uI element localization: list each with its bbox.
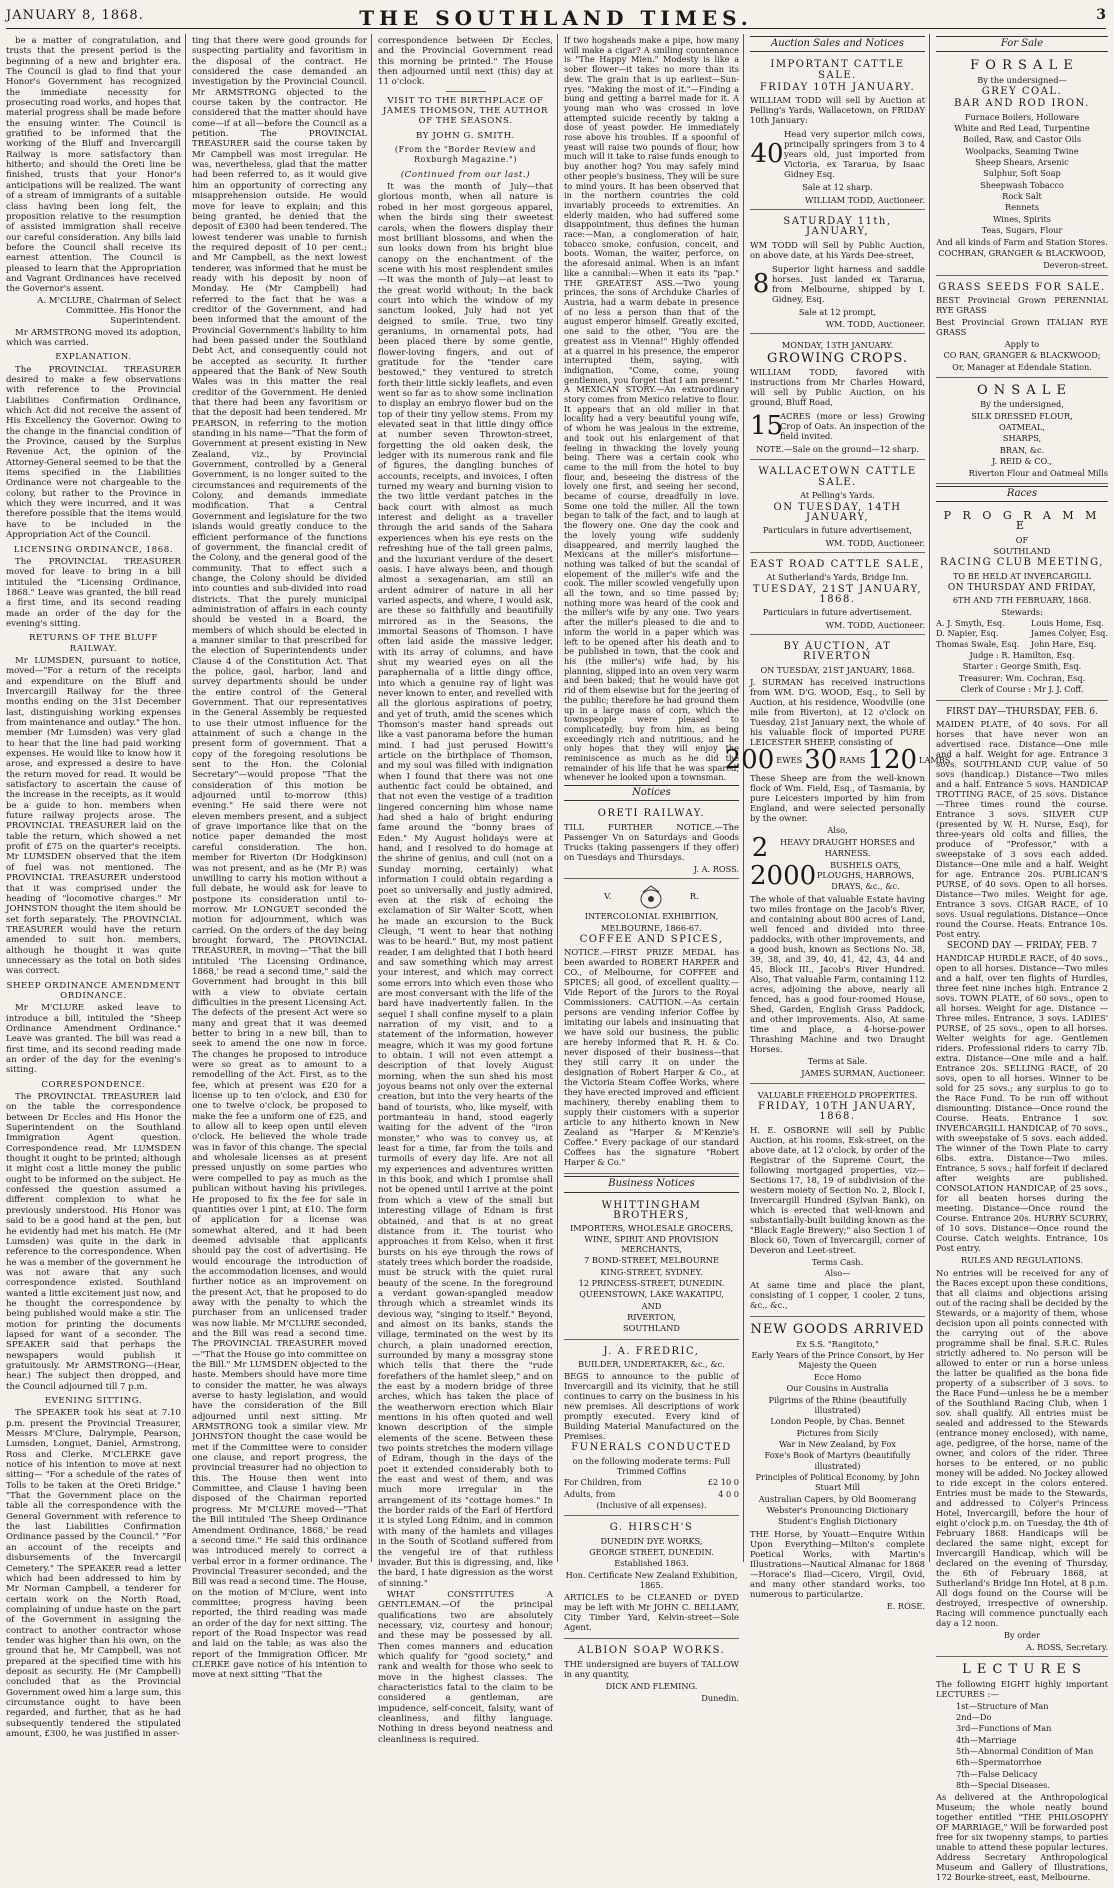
list-item: Wines, Spirits [993, 213, 1051, 224]
list-item: Sheepwash Tobacco [980, 179, 1064, 190]
ad-subtitle: By the undersigned— [977, 74, 1067, 85]
ad-title: GROWING CROPS. [767, 350, 908, 366]
lot-number: 30 [804, 744, 838, 775]
address-line: QUEENSTOWN, LAKE WAKATIPU, [579, 1289, 724, 1300]
ad-oreti-railway [564, 804, 739, 879]
list-item: Early Years of the Prince Consort, by Her Majesty the Queen [751, 1350, 924, 1371]
ad-note: Also, [827, 824, 848, 835]
article-text: If two hogsheads make a pipe, how many will make a cigar? A smiling countenance is "The Happy Mien." Modesty is like a sober flower—it takes no more than its dew. The grain that is up earliest—Sun-ryes. "Making the most of it."—Finding a bung and getting a barrel made for it. A young man who was crossed in love attempted suicide recently by taking a dose of yeast powder. He immediately rose above his troubles. If a spoonful of yeast will raise two pounds of flour, how much will it take to raise funds enough to buy another hog? You may safely mind other people's business, They will be sure to mind yours. It has been observed that in the northern countries the cold invariably proceeds to extremities. An elderly maiden, who had suffered some disappointment, thus defines the human race:—Man, a conglomeration of hair, tobacco smoke, confusion, conceit, and boots. Woman, the waiter, perforce, on the aforesaid animal. When is an infant like a cannibal:—When it eats its "pap." THE GREATEST ASS.—Two young princes, the sons of Archduke Charles of Austria, had a warm debate in presence of no less a person than that of the august emperor himself. Greatly excited, one said to the other, "You are the greatest ass in Vienna!" Highly offended at a quarrel in his presence, the emperor interrupted them, saying, with indignation, "Come, come, young gentlemen, you forget that I am present." A MEXICAN STORY.—An extraordinary story comes from Mexico relative to flour. It appears that an old miller in that locality had a very beautiful young wife, of whom he was jealous in the extreme, and took out his enlargement of that feeling in thwacking the lovely young being. There was a certain cook who came to the mill from the hotel to buy flour, and, beseeing the distress of the lovely one first, and seeing her second, became of course, dreadfully in love. Some one told the miller. All the town began to talk of the fact, and to laugh at the flowery one. One day the cook and the lovely young wife suddenly disappeared, and merrily laughed the Mexicans at the miller's misfortune—nothing was talked of but the scandal of elopement of the miller's wife and the cook. The miller scowled vengefully upon all the town, and so time passed by; nothing more was heard of the cook and the miller's wife by any one. Two years after the miller's pleased to die and to inform the world in a paper which was left to be opened after his death and to be published in town, that the cook and his (the miller's) wife had, by his planning, slipped into an oven very warm and been baked; that he would have got rid of them elsewise but for the jeering of the public; therefore he had ground them up in a large mass of corn, which the townspeople were pleased to complicatedly, buy from him, as being exceedingly rich and nutritious, and he only hopes that they will enjoy the reminiscence as much as he did the remainder of his life that he was spared, whenever he looked upon a townsman. [564, 35, 739, 783]
ad-subtitle: IMPORTERS, WHOLESALE GROCERS, WINE, SPIRIT AND PROVISION MERCHANTS, [570, 1223, 733, 1254]
list-item: Sulphur, Soft Soap [983, 168, 1061, 179]
crest-letter: V. [604, 892, 612, 902]
ad-title: FUNERALS CONDUCTED [571, 1442, 732, 1454]
rules-title: RULES AND REGULATIONS. [961, 1255, 1083, 1266]
price-value: £2 10 0 [707, 1477, 739, 1488]
ad-signature: WILLIAM TODD, Auctioneer. [804, 194, 925, 205]
ad-body: H. E. OSBORNE will sell by Public Auction, at his rooms, Esk-street, on the above date, at 12 o'clock, by order of the Registrar of the Supreme Court, the following mortgaged properties, viz— Sections 17, 18, 19 of subdivision of the western moiety of Section No. 2, Block I, Invercargill Hundred (Sylvan Bank), on which is erected that well-known and substantially-built building known as the "Black Eagle Brewery;" also Section 1 of Block 60, Town of Invercargill, corner of Deveron and Leet-street. [750, 1124, 925, 1255]
ad-body: Particulars in future advertisement. [763, 607, 912, 618]
ad-subtitle: By the undersigned, [980, 399, 1064, 410]
list-item: 6th—Spermatorrhoe [956, 1757, 1042, 1768]
lot-description: ACRES (more or less) Growing Crop of Oats. An inspection of the field invited. [780, 411, 925, 442]
address-line: SOUTHLAND [623, 1323, 680, 1334]
ad-body: As delivered at the Anthropological Museum; the whole neatly bound together entitled "THE PHILOSOPHY OF MARRIAGE," Will be forwarded post free for six twopenny stamps, to parties unable to attend these popular lectures. Address Secretary Anthropological Museum and Gallery of Illustrations, 172 Bourke-street, east, Melbourne. [936, 1792, 1108, 1883]
ad-note: Terms at Sale. [807, 1056, 868, 1067]
ad-title: BY AUCTION, AT RIVERTON [783, 640, 892, 663]
list-item: Teas, Sugars, Flour [981, 225, 1063, 236]
ad-signature: WM. TODD, Auctioneer. [825, 537, 925, 548]
ad-title: IMPORTANT CATTLE SALE. [770, 59, 905, 81]
ad-body: These Sheep are from the well-known flock of Wm. Field, Esq., of Tasmania, by pure Leicesters imported by him from England, and were selected personally by the owner. [750, 772, 925, 823]
ad-racing-programme [936, 505, 1108, 701]
official-line: Treasurer: Wm. Cochran, Esq. [958, 672, 1086, 683]
ad-body: NOTICE.—FIRST PRIZE MEDAL has been awarded to ROBERT HARPER and CO., of Melbourne, for COFFEE and SPICES; all good, of excellent quality.—Vide Report of the Jurors to the Royal Commissioners. CAUTION.—As certain persons are vending inferior Coffee by imitating our labels and insinuating that we have sold our business, the public are hereby informed that R. H. & Co. never disposed of their business—that they still carry it on under the designation of Robert Harper & Co., at the Victoria Steam Coffee Works, where they have erected improved and efficient machinery, thereby enabling them to supply their customers with a superior article to any hitherto known in New Zealand as "Harper & M'Kenzie's Coffee." Every package of our standard Coffees has the signature "Robert Harper & Co." [564, 947, 739, 1168]
list-item: Furnace Boilers, Holloware [964, 111, 1080, 122]
list-item: 1st—Structure of Man [956, 1700, 1049, 1711]
ad-note: Also— [824, 1268, 851, 1279]
ad-body: BEST Provincial Grown PERENNIAL RYE GRASS [936, 294, 1108, 315]
article-headline: VISIT TO THE BIRTHPLACE OF JAMES THOMSON, THE AUTHOR OF THE SEASONS. [382, 95, 549, 127]
ad-note: Apply to [1004, 338, 1040, 349]
ad-subtitle: SOUTHLAND [993, 546, 1051, 557]
race-day-body: MAIDEN PLATE, of 40 sovs. For all horses that have never won an advertised race. Distance—One mile and a half. Weight for age. Entrance 3 sovs. SOUTHLAND CUP, value of 50 sovs (handicap.) Distance—Two miles and a half. Entrance 5 sovs. HANDICAP TROTTING RACE, of 25 sovs. Distance—Three times round the course. Entrance 3 sovs. SILVER CUP (presented by W. H. Nurse, Esq), for three-years old colts and fillies, the produce of "Professor," with a sweepstake of 3 sovs each added. Distance—One mile and a half. Weight for age. Entrance 20s. PUBLICAN'S PURSE, of 40 sovs. Open to all horses. Distance—Two miles. Weight for age. Entrance 3 sovs. CIGAR RACE, of 10 sovs. Usual regulations. Distance—Once round the Course. Heats. Entrance 10s. Post entry. [936, 718, 1108, 939]
address-line: KING-STREET, SYDNEY. [600, 1266, 703, 1277]
royal-crest-icon [631, 884, 671, 910]
list-item: Foxe's Book of Martyrs (beautifully illustrated) [764, 1450, 911, 1471]
ad-title: P R O G R A M M E [943, 509, 1101, 533]
article-text: WHAT CONSTITUTES A GENTLEMAN.—Of the principal qualifications two are absolutely necessary, viz, courtesy and honour; and these may be possessed by all. Then comes manners and education which qualify for "good society," and rank and wealth for those who seek to move in the highest classes. The characteristics fatal to the claim to be considered a gentleman, are impudence, self-conceit, falsity, want of cleanliness, and filthy language. Nothing in dress beyond neatness and cleanliness is required. [378, 1589, 553, 1745]
ad-subtitle: At Pelling's Yards. [800, 490, 875, 501]
column-rule [929, 34, 930, 1562]
ad-body: J. SURMAN has received instructions from WM. D'G. WOOD, Esq., to Sell by Auction, at his residence, Woodville (one mile from Riverton), at 12 o'clock on Tuesday, 21st January next, the whole of his valuable flock of imported PURE LEICESTER SHEEP, consisting of [750, 676, 925, 747]
ad-signature: J. REID & CO., [992, 455, 1052, 466]
ad-date: FRIDAY 10TH JANUARY. [759, 82, 916, 94]
ad-title: J. A. FREDRIC, [603, 1345, 700, 1357]
lot-label: EWES [776, 754, 803, 765]
list-item: 5th—Abnormal Condition of Man [956, 1745, 1094, 1756]
article-text: ting that there were good grounds for suspecting partiality and favoritism in the disposal of the contract. He considered the case demanded an investigation by the Provincial Council. Mr ARMSTRONG objected to the course taken by the contractor. He considered that the matter should have come—if at all—before the Council as a petition. The PROVINCIAL TREASURER said the course taken by Mr Campbell was most irregular. He was, nevertheless, glad that the matter had been referred to, as it would give him an opportunity of correcting any misapprehension outside. He would move for leave to explain; and this being granted, he denied that the deposit of £300 had been tendered. The lowest tenderer was unable to furnish the required deposit of 10 per cent.; and Mr Campbell, as the next lowest tenderer, was informed that he must be ready with his deposit by noon of Monday. He (Mr Campbell) had referred to the fact that he was a creditor of the Government, and had been informed that the amount of the Provincial Government's liability to him had been passed under the Southland Debt Act, and consequently could not be accepted as security. It further appeared that the Bank of New South Wales was in this matter the real creditor of the Government. He denied that there had been any favoritism or that the deposit had been tendered. Mr PEARSON, in referring to the motion standing in his name—"That the form of Government at present existing in New Zealand, viz., by Provincial Government, controlled by a General Government, is no longer suited to the circumstances and requirements of the Colony, and demands immediate modification. That a Central Government and legislature for the two islands would greatly conduce to the efficient performance of the functions of government, the financial credit of the Colony, and the general good of the community. That to effect such a change, the Colony should be divided into counties and sub-divided into road districts. That the purely municipal administration of affairs in each county should be vested in a Board, the members of which should be elected in a manner similar to that prescribed for the election of Superintendents under Clause 4 of the Constitution Act. That the police, gaol, harbor, land and survey departments should be under the entire control of the General Government. That our representatives in the General Assembly be requested to use their utmost influence for the attainment of such a change in the present form of government. That a copy of the foregoing resolutions be sent to the Hon. the Colonial Secretary"—would propose "That the consideration of this motion be adjourned until to-morrow (this) evening." He said there were not eleven members present, and a subject of grave importance like that on the notice paper demanded the most careful consideration. The hon. member for Riverton (Dr Hodgkinson) was not present, and as he (Mr P.) was unwilling to carry his motion without a full debate, he would ask for leave to postpone its consideration until to-morrow. Mr LONGUET seconded the motion for adjournment, which was carried. On the orders of the day being brought forward, The PROVINCIAL TREASURER, in moving—"That the bill intituled 'The Licensing Ordinance, 1868,' be read a second time," said the Government had brought in this bill with a view to obviate certain difficulties in the present Licensing Act. The defects of the present Act were so many and great that it was deemed better to bring in a new bill, than to seek to amend the one now in force. The changes he proposed to introduce were so great as to amount to a remodelling of the Act. First, as to the fee, which at present was £20 for a license up to ten o'clock, and £30 for one to twelve o'clock, be proposed to make the fee a uniform one of £25, and to allow all to keep open until eleven o'clock. He believed the whole trade was in favor of this change. The special and wholesale licenses as at present pressed unjustly on some parties who were compelled to pay as much as the publican without having his privileges. He proposed to fix the fee for sale in quantities over 1 pint, at £10. The form of application for a license was somewhat altered, and it had been deemed advisable that applicants should pay the cost of advertising. He would encourage the introduction of the accommodation licenses, and would further notice as an improvement on the present Act, that he proposed to do away with the penalty to which the purchaser from an unlicensed trader was now liable. Mr M'CLURE seconded, and the Bill was read a second time. The PROVINCIAL TREASURER moved—"That the House go into committee on the Bill." Mr LUMSDEN objected to the haste. Members should have more time to consider the matter, he was always averse to hasty legislation, and would have the consideration of the Bill adjourned until next sitting. Mr ARMSTRONG took a similar view. Mr JOHNSTON thought the case would be met if the Committee were to consider one clause, and report progress, the provincial treasurer had no objection to this. The House then went into Committee, and Clause 1 having been disposed of the Chairman reported progress. Mr M'CLURE moved—"That the Bill intituled 'The Sheep Ordinance Amendment Ordinance, 1868,' be read a second time." He said this ordinance was introduced merely to correct a verbal error in a former ordinance. The Provincial Treasurer seconded, and the Bill was read a second time. The House, on the motion of M'Clure, went into committee; progress having been reported, the third reading was made an order of the day for next sitting. The report of the Road Inspector was read and laid on the table; as was also the report of the Immigration Officer. Mr CLERKE gave notice of his intention to move at next sitting "That the [192, 36, 368, 1681]
lot-label: RAMS [839, 754, 866, 765]
ad-coffee-spices [564, 881, 739, 1174]
lot-number: 2 [751, 832, 769, 863]
ad-title: COFFEE AND SPICES, [579, 933, 724, 945]
list-item: Australian Capers, by Old Boomerang [758, 1493, 917, 1504]
race-day-title: SECOND DAY — FRIDAY, FEB. 7 [946, 940, 1098, 951]
ad-new-goods [750, 1319, 925, 1615]
sale-time: Sale at 12 sharp. [802, 182, 873, 193]
list-item: Principles of Political Economy, by John Stuart Mill [755, 1471, 920, 1493]
ad-flour-sale [936, 380, 1108, 484]
ad-body: The whole of that valuable Estate having two miles frontage on the Jacob's River, and containing about 800 acres of Land, well fenced and divided into three paddocks, with other improvements, and a good bush, known as Sections No. 38, 39, 38, and 39, 40, 41, 42, 43, 44 and 45, Block III., Jacob's River Hundred. Also, That valuable Farm, containing 112 acres, adjoining the above, nearly all fenced, has a good four-roomed House, Shed, Garden, English Grass Paddock, and other improvements. Also, At same time and place, a 4-horse-power Thrashing Machine and two Draught Horses. [750, 894, 925, 1055]
ad-signature: E. ROSE. [886, 1600, 925, 1611]
official-line: Judge : R. Hamilton, Esq. [969, 650, 1075, 661]
section-header-for-sale: For Sale [936, 36, 1108, 52]
ad-east-road-sale [750, 555, 925, 635]
ad-note: Terms Cash. [811, 1256, 864, 1267]
ad-title: GRASS SEEDS FOR SALE. [938, 281, 1106, 293]
lot-number: 40 [750, 139, 784, 170]
signature: A. M'CLURE, Chairman of Select Committee. His Honor the Superintendent. [37, 295, 181, 327]
ad-date: TUESDAY, 21ST JANUARY, 1868. [752, 583, 923, 605]
price-value: 4 0 0 [718, 1488, 739, 1499]
ad-title: L E C T U R E S [962, 1662, 1082, 1678]
list-item: Pilgrims of the Rhine (beautifully illustrated) [768, 1394, 907, 1415]
ad-subtitle: on the following moderate terms: Full Trimmed Coffins [572, 1455, 731, 1477]
ad-heading: Stewards: [1001, 606, 1043, 617]
lot-number: 120 [867, 744, 918, 775]
ad-subtitle: BUILDER, UNDERTAKER, &c., &c. [578, 1359, 725, 1370]
lot-number: 8 [752, 268, 770, 299]
column-4 [564, 35, 739, 1704]
ad-title: WALLACETOWN CATTLE SALE. [758, 466, 917, 488]
ad-signature: DICK AND FLEMING. [605, 1680, 698, 1691]
article-text: Mr LUMSDEN, pursuant to notice, moved—"For a return of the receipts and expenditure on the Bluff and Invercargill Railway for the three months ending on the 31st December last, distinguishing working expenses from maintenance and outlay." The hon. member (Mr Lumsden) was very glad to hear that the line had paid working expenses. He would like to know how it arose, and expressed a desire to have the return moved for read. It would be satisfactory to ascertain the cause of the increase in the receipts, as it would be a guide to hon. members when future railway projects arose. The PROVINCIAL TREASURER laid on the table the return, which showed a net profit of £75 on the quarter's receipts. Mr LUMSDEN observed that the item of fuel was not mentioned. The PROVINCIAL TREASURER understood that it was comprised under the heading of "locomotive charges." Mr JOHNSTON thought the item should be set forth separately. The PROVINCIAL TREASURER would have the return amended to suit hon. members, although he thought it was quite unnecessary as the total on both sides was correct. [6, 655, 181, 977]
ad-horse-sale [750, 212, 925, 334]
ad-growing-crops [750, 336, 925, 460]
list-item: OATMEAL, [999, 421, 1045, 432]
ad-title: G. HIRSCH'S [609, 1522, 694, 1534]
price-label: For Children, from [564, 1477, 642, 1488]
ad-note: Hon. Certificate New Zealand Exhibition, 1865. [565, 1569, 738, 1591]
list-item: Webster's Pronouncing Dictionary [766, 1504, 909, 1515]
article-text: The PROVINCIAL TREASURER moved for leave to bring in a bill intituled the "Licensing Ordinance, 1868." Leave was granted, the bill read a first time, and its second reading made an order of the day for the evening's sitting. [6, 556, 181, 629]
ad-body: Particulars in future advertisement, [763, 525, 912, 536]
ad-title: ORETI RAILWAY. [597, 808, 706, 820]
ad-title: ALBION SOAP WORKS. [577, 1645, 726, 1657]
article-text: It was the month of July—that glorious month, when all nature is robed in her most gorgeous apparel, when the birds sing their sweetest carols, when the flowers display their most brilliant blossoms, and when the sun looks down from his bright blue canopy on the enchantment of the scene with his most resplendent smiles—It was the month of July—at least to the great world without; In the back court into which the window of my sanctum looked, July had not yet deigned to smile. True, two tiny geraniums, in ornamental pots, had been placed there by some gentle, flower-loving fingers, and out of gratitude for the "tender care bestowed," they ventured to stretch forth their little sickly leaflets, and even went so far as to show some inclination to display an embryo flower bud on the top of their tiny yellow stems. From my elevated seat in that little dingy office at number seven Throwton-street, forgetting the old oaken desk, the ledger with its numerous rank and file of figures, the dangling bunches of accounts, receipts, and invoices, I often turned my weary and burning vision to the two little verdant patches in the back court with almost as much interest and delight as a traveller through the arid sands of the Sahara experiences when his eye rests on the refreshing hue of the tall green palms, and the luxuriant verdure of the desert oasis. I have always been, and though almost a sexagenarian, am still an ardent admirer of nature in all her varied aspects, and where, I would ask, are these so faithfully and beautifully mirrored as in the Seasons, the immortal Seasons of Thomson. I have often laid aside the massive ledger, with its array of columns, and have shut my wearied eyes on all the paraphernalia of a little dingy office, into which a genuine ray of light was never known to enter, and revelled with all the glorious aspirations of poetry, and yet of truth, amid the scenes which Thomson's master hand spreads out like a vast panorama before the human mind. I had just perused Howitt's article on the birthplace of Thomson, and my soul was filled with indignation when I found that there was not one authentic fact could be obtained, and that not even the vestige of a tradition lingered concerning him whose name had shed a halo of bright enduring fame around the "bonny braes of Eden." My August holidays were at hand, and I resolved to do homage at the shrine of genius, and cull (not on a Sunday morning, certainly) what information I could obtain regarding a poet so universally and justly admired, even at the risk of echoing the exclamation of Sir Walter Scott, when he made an excursion to the Buck Cleugh, "I went to hear that nothing was to be heard." But, my most patient reader, I am delighted that I both heard and saw something which may arrest your interest, and which may correct some errors into which even those who are most conversant with the life of the bard have inadvertently fallen. In the sequel I shall confine myself to a plain narration of my visit, and to a statement of the information, however meagre, which it was my good fortune to obtain. I will not even attempt a description of that lovely August morning, when the sun shed his most joyous beams not only over the external creation, but into the very hearts of the band of tourists, who, like myself, with portmanteau in hand, stood eagerly waiting for the advent of the "iron monster," who was to convey us, at least for a time, far from the toils and turmoils of every day life. Are not all my experiences and adventures written in this book, and which I promise shall not be opened until I arrive at the point from which a view of the small but interesting village of Ednam is first obtained, and that is at no great distance from it. The tourist who approaches it from Kelso, when it first bursts on his eye through the rows of stately trees which border the roadside, must be struck with the quiet rural beauty of the scene. In the foreground a verdant gowan-spangled meadow through which a streamlet winds its devious way, "singing to itself." Beyond, and almost on its banks, stands the village, terminated on the west by its church, a plain unadorned erection, surrounded by many a mossgray stone which tells that there the "rude forefathers of the hamlet sleep," and on the east by a modern bridge of three arches, which has taken the place of the weatherworn erection which Blair mentions in his often quoted and well known description of the simple elements of the scene. Between these two points stretches the modern village of Edram, though in the days of the poet it extended considerably both to the east and west of them, and was much more irregular in the arrangement of its "cottage homes." In the border raids of the Earl of Hertford it is styled Long Ednim, and in common with many of the hamlets and villages in the South of Scotland suffered from the vengeful ire of that ruthless invader. But this is digressing, and, like the bard, I hate digression as the worst of sinning." [378, 182, 553, 1589]
steward-name: John Hare, Esq. [1030, 638, 1097, 649]
ad-body: WILLIAM TODD will sell by Auction at Pelling's Yards, Wallacetown, on FRIDAY 10th January: [750, 95, 925, 126]
column-rule [371, 34, 372, 1562]
ad-lectures [936, 1659, 1108, 1888]
ad-signature: JAMES SURMAN, Auctioneer. [801, 1068, 925, 1079]
ad-date: ON TUESDAY, 14TH JANUARY, [773, 501, 902, 523]
list-item: London People, by Chas. Bennet [770, 1416, 905, 1427]
ad-title: INTERCOLONIAL EXHIBITION, [584, 911, 719, 922]
lot-description: Head very superior milch cows, principally springers from 3 to 4 years old, just imported from Victoria, ex Tararua, by Isaac Gidney Esq. [784, 129, 925, 180]
address-line: 7 BOND-STREET, MELBOURNE [584, 1255, 719, 1266]
ad-riverton-auction [724, 637, 951, 1084]
crest-letter: R. [689, 892, 699, 902]
column-rule [557, 34, 558, 1562]
article-text: correspondence between Dr Eccles, and the Provincial Government read this morning be printed." The House then adjourned until next (this) day at 11 o'clock. [378, 36, 553, 88]
list-item: Ecce Homo [813, 1371, 862, 1382]
ad-race-days [936, 703, 1108, 1658]
list-item: 3rd—Functions of Man [956, 1723, 1052, 1734]
ad-place: Riverton Flour and Oatmeal Mills [968, 468, 1108, 479]
section-heading: CORRESPONDENCE. [41, 1079, 146, 1090]
ad-note: Established 1863. [614, 1558, 689, 1569]
list-item: SILK DRESSED FLOUR, [971, 410, 1073, 421]
steward-name: James Colyer, Esq. [1030, 628, 1108, 639]
ad-date: ON TUESDAY, 21ST JANUARY, 1868. [760, 664, 915, 675]
article-text: Mr M'CLURE asked leave to introduce a bill, intituled the "Sheep Ordinance Amendment Ordinance." Leave was granted. The bill was read a first time, and its second reading made an order of the day for the evening's sitting. [6, 1003, 181, 1076]
ad-date: ON THURSDAY AND FRIDAY, [947, 583, 1097, 594]
section-heading: EXPLANATION. [55, 352, 132, 363]
page-number: 3 [1096, 7, 1106, 23]
sale-time: Sale at 12 prompt, [798, 306, 877, 317]
ad-note: By order [1003, 1629, 1041, 1640]
ad-note: NOTE.—Sale on the ground—12 sharp. [756, 444, 919, 455]
ad-subtitle: Ex S.S. "Rangitoto," [796, 1338, 879, 1349]
ad-title: EAST ROAD CATTLE SALE, [750, 558, 925, 570]
list-item: Woolpacks, Seaming Twine [965, 145, 1079, 156]
steward-name: Thomas Swale, Esq. [936, 638, 1020, 649]
ad-heading: BAR AND ROD IRON. [954, 98, 1090, 110]
ad-subtitle: OF [1015, 534, 1029, 545]
list-item: Pictures from Sicily [796, 1427, 879, 1438]
steward-name: A. J. Smyth, Esq. [936, 618, 1005, 629]
ad-body: WM TODD will Sell by Public Auction, on above date, at his Yards Dee-street, [750, 239, 925, 260]
section-header-business: Business Notices [564, 1176, 739, 1192]
column-2 [192, 36, 368, 1681]
section-header-notices: Notices [564, 785, 739, 801]
ad-title: O N S A L E [976, 382, 1068, 398]
source-line: (From the "Border Review and Roxburgh Magazine.") [394, 145, 537, 165]
ad-body: THE undersigned are buyers of TALLOW in any quantity, [564, 1658, 739, 1679]
list-item: War in New Zealand, by Fox [778, 1438, 897, 1449]
ad-body: TILL FURTHER NOTICE.—The Passenger Vn on Saturdays and Goods Trucks (taking passengers if they offer) on Tuesdays and Thursdays. [564, 821, 739, 862]
continued-line: (Continued from our last.) [400, 169, 531, 180]
lot-number: 200 [724, 744, 775, 775]
ad-grass-seeds [936, 278, 1108, 378]
ad-note: Or, Manager at Edendale Station. [952, 361, 1092, 372]
official-line: Starter : George Smith, Esq. [962, 661, 1082, 672]
list-item: Rennets [1005, 202, 1039, 213]
ad-body: Best Provincial Grown ITALIAN RYE GRASS [936, 316, 1108, 337]
list-item: And all kinds of Farm and Station Stores. [936, 236, 1108, 247]
ad-title: VALUABLE FREEHOLD PROPERTIES. [757, 1089, 918, 1100]
ad-note: (Inclusive of all expenses). [596, 1500, 707, 1511]
address-line: RIVERTON, [627, 1311, 676, 1322]
article-text: The PROVINCIAL TREASURER laid on the table the correspondence between Dr Eccles and His Honor the Superintendent on the Southland Immigration Agent question. Correspondence read. Mr LUMSDEN thought it ought to be printed; although it might cost a little money the public ought to be informed on the subject. He confessed the question assumed a different complexion to what he previously understood. His Honor was said to be a good hand at the pen, but he evidently had met his match. He (Mr Lumsden) was quite in the dark in reference to the correspondence. When he was a member of the government he was not aware that any such correspondence existed. Southland wanted a little excitement just now, and he thought the correspondence by being published would make a stir. The motion for printing the documents lapsed for want of a seconder. The SPEAKER said that perhaps the newspapers would publish it gratuitously. Mr ARMSTRONG—(Hear, hear.) The subject then dropped, and the Council adjourned till 7 p.m. [6, 1092, 181, 1392]
ad-whittingham [564, 1196, 739, 1340]
lot-label: LAMBS [919, 754, 951, 765]
lot-description: Superior light harness and saddle horses. Just landed ex Tararua, from Melbourne, shipped by I. Gidney, Esq. [772, 263, 925, 304]
ad-subtitle: At Sutherland's Yards, Bridge Inn. [766, 572, 909, 583]
ad-albion-soap [564, 1641, 739, 1707]
price-label: Adults, from [564, 1488, 616, 1499]
steward-name: Louis Home, Esq. [1030, 618, 1104, 629]
ad-body: THE Horse, by Youatt—Enquire Within Upon Everything—Milton's complete Poetical Works, with Martin's Illustrations—Nautical Almanac for 1868—Horace's Iliad—Cicero, Virgil, Ovid, and many other standard works, too numerous to particularize. [750, 1528, 925, 1599]
ad-body: The following EIGHT highly important LECTURES :— [936, 1678, 1108, 1699]
section-heading: EVENING SITTING. [44, 1396, 143, 1406]
rules-body: No entries will be received for any of the Races except upon these conditions, that all claims and objections arising out of the racing shall be decided by the Stewards, or a majority of them, whose decision upon all points connected with the carrying out of the above programme shall be final. S.R.C. Rules strictly adhered to. No person will be allowed to enter or run a horse unless the latter be qualified as the bona fide property of a subscriber of 3 sovs. to the Race Fund—unless he be a member of the Southland Racing Club, when 1 sov. shall qualify. All entries must be sealed and addressed to the Stewards (entrance money enclosed), with name, age, pedigree, of the horse, name of the owner, and colors of the rider. Three horses to be entered, or no public money will be added. No Jockey allowed to ride except in the colors entered. Entries must be made to the Stewards, and addressed to Colyer's Princess Hotel, Invercargill, before the hour of eight o'clock p.m. on Tuesday, the 4th of February 1868. Handicaps will be declared the same night, except for Invercargill Handicap, which will be declared on the evening of Thursday, the 6th of February 1868, at Sutherland's Bridge Inn Hotel, at 8 p.m. All dogs found on the Course will be destroyed, irrespective of ownership. Racing will commence punctually each day a 12 noon. [936, 1267, 1108, 1628]
ad-body: WILLIAM TODD, favored with instructions from Mr Charles Howard, will sell by Public Auction, on his ground, Bluff Road, [750, 367, 925, 408]
byline: BY JOHN G. SMITH. [415, 130, 516, 141]
list-item: 2nd—Do [956, 1711, 992, 1722]
lot-number: 2000 [750, 860, 817, 891]
column-1 [6, 36, 181, 1739]
ad-signature: COCHRAN, GRANGER & BLACKWOOD, [938, 247, 1106, 258]
ad-wallacetown-sale [750, 462, 925, 552]
list-item: Our Cousins in Australia [786, 1383, 889, 1394]
column-rule [185, 34, 186, 1562]
article-text: Mr ARMSTRONG moved its adoption, which was carried. [6, 327, 181, 348]
ad-subtitle: DUNEDIN DYE WORKS, [600, 1535, 703, 1546]
section-heading: LICENSING ORDINANCE, 1868. [13, 544, 174, 555]
ad-title: F O R S A L E [970, 58, 1074, 74]
article-text: The PROVINCIAL TREASURER desired to make a few observations with reference to the Provincial Liabilities Confirmation Ordinance, which Act did not receive the assent of His Excellency the Governor. Owing to the change in the financial condition of the Province, caused by the Surplus Revenue Act, the opinion of the Attorney-General seemed to be that the items specified in the Liabilities Ordinance were not chargeable to the colony, but rather to the Province in which they were incurred, and it was therefore possible that the items would have to be included in the Appropriation Act of the Council. [6, 364, 181, 541]
ad-fredric [564, 1342, 739, 1517]
list-item: 7th—False Delicacy [956, 1768, 1038, 1779]
official-line: Clerk of Course : Mr J. J. Coff. [960, 684, 1084, 695]
section-header-races: Races [936, 486, 1108, 502]
ad-note: TO BE HELD AT INVERCARGILL [952, 570, 1092, 581]
address-line: GEORGE STREET, DUNEDIN. [589, 1547, 714, 1558]
ad-body: At same time and place the plant, consisting of 1 copper, 1 cooler, 2 tuns, &c., &c., [750, 1280, 925, 1311]
list-item: BRAN, &c. [999, 444, 1045, 455]
address-line: 12 PRINCESS-STREET, DUNEDIN. [578, 1277, 725, 1288]
lot-number: 15 [750, 411, 784, 442]
ad-heading: GREY COAL. [981, 86, 1063, 98]
list-item: 4th—Marriage [956, 1734, 1017, 1745]
ad-place: Deveron-street. [1043, 260, 1108, 271]
ad-signature: A. ROSS, Secretary. [1025, 1641, 1108, 1652]
column-6 [936, 36, 1108, 1883]
ad-date: 6TH AND 7TH FEBRUARY, 1868. [952, 595, 1092, 606]
steward-name: D. Napier, Esq. [936, 628, 999, 639]
ad-body: BEGS to announce to the public of Invercargill and its vicinity, that he still continues to carry on the business in his new premises. All descriptions of work promptly executed. Every kind of Building Material Manufactured on the Premises. [564, 1371, 739, 1442]
ad-date: FRIDAY, 10TH JANUARY, 1868. [758, 1101, 917, 1123]
issue-date: JANUARY 8, 1868. [6, 8, 144, 23]
ad-signature: J. A. ROSS. [693, 863, 739, 874]
ad-title: NEW GOODS ARRIVED [750, 1322, 925, 1338]
ad-place: Dunedin. [701, 1693, 739, 1704]
ad-body: ARTICLES to be CLEANED or DYED may be left with Mr JOHN C. BELLAMY, City Timber Yard, Kelvin-street—Sole Agent. [564, 1592, 739, 1633]
lot-description: HEAVY DRAUGHT HORSES and HARNESS. [779, 837, 916, 858]
section-heading: SHEEP ORDINANCE AMENDMENT ORDINANCE. [6, 980, 181, 1001]
masthead [6, 6, 1106, 29]
list-item: White and Red Lead, Turpentine [954, 123, 1090, 134]
ad-signature: WM. TODD, Auctioneer. [825, 319, 925, 330]
ad-grey-coal [936, 55, 1108, 275]
ad-heading: RACING CLUB MEETING, [940, 557, 1104, 569]
newspaper-title: THE SOUTHLAND TIMES. [359, 6, 753, 30]
ad-title: SATURDAY 11th, JANUARY, [783, 216, 892, 238]
ad-dye-works [564, 1518, 739, 1639]
section-header-auctions: Auction Sales and Notices [750, 36, 925, 52]
list-item: Rock Salt [1002, 191, 1042, 202]
article-text: The SPEAKER took his seat at 7.10 p.m. present the Provincial Treasurer, Messrs M'Clure, Dalrymple, Pearson, Lumsden, Longuet, Daniel, Armstrong, Ross and Clerke. M'CLERKE gave notice of his intention to move at next sitting— "For a schedule of the rates of Tolls to be taken at the Oreti Bridge." "That the Government place on the table all the correspondence with the General Government with reference to the last Liabilities Confirmation Ordinance passed by the Council." "For an account of the receipts and disbursements of the Invercargil Cemetery." The SPEAKER read a letter which had been addressed to him by Mr Norman Campbell, a tenderer for certain work on the North Road, complaining of undue haste on the part of the Government in assigning the contract to another contractor whose tender was higher than his own, on the ground that he, Mr Campbell, was not prepared at the specified time with his deposit as security. He (Mr Campbell) concluded that as the Provincial Government owed him a large sum, this circumstance ought to have been regarded, and further, that as he had subsequently tendered the stipulated amount, £300, he was justified in asser- [6, 1408, 181, 1739]
list-item: Boiled, Raw, and Castor Oils [962, 134, 1082, 145]
ad-signature: CO RAN, GRANGER & BLACKWOOD; [943, 350, 1101, 361]
list-item: SHARPS, [1002, 433, 1042, 444]
list-item: 8th—Special Diseases. [956, 1779, 1050, 1790]
ad-signature: WM. TODD, Auctioneer. [825, 619, 925, 630]
ad-subtitle: MELBOURNE, 1866-67. [601, 922, 702, 933]
lot-description: BUSHELS OATS, PLOUGHS, HARROWS, DRAYS, &c., &c. [816, 860, 915, 891]
article-text: be a matter of congratulation, and trusts that the present period is the beginning of a new and brighter era. The Council is glad to find that your Honor's Government has recognized the immediate necessity for prosecuting road works, and hopes that material progress shall be made before the ensuing winter. The Council is gratified to be informed that the working of the Bluff and Invercargill Railway is more satisfactory than hitherto; and should the Oreti line be finished, trusts that your Honor's anticipations will be realized. The want of a stream of immigrants of a suitable class having been long felt, the proposition relative to the resumption of assisted immigration shall receive our careful consideration. Any bills laid before the Council shall receive its earnest attention. The Council is pleased to learn that the Appropriation and Vagrant Ordinances have received the Governor's assent. [6, 36, 181, 295]
ad-freehold-properties [750, 1086, 925, 1318]
race-day-title: FIRST DAY—THURSDAY, FEB. 6. [946, 706, 1098, 717]
column-rule [743, 34, 744, 1562]
ad-title: WHITTINGHAM BROTHERS, [601, 1199, 702, 1221]
column-3 [378, 36, 553, 1745]
list-item: Student's English Dictionary [778, 1516, 897, 1527]
list-item: Sheep Shears, Arsenic [975, 157, 1069, 168]
section-heading: RETURNS OF THE BLUFF RAILWAY. [28, 633, 159, 654]
ad-cattle-sale [750, 55, 925, 210]
address-line: AND [641, 1300, 662, 1311]
race-day-body: HANDICAP HURDLE RACE, of 40 sovs., open to all horses. Distance—Two miles and a half, over ten flights of Hurdles, three feet nine inches high. Entrance 2 sovs. TOWN PLATE, of 60 sovs., open to all horses. Weight for age. Distance — Three miles. Entrance, 3 sovs. LADIES' PURSE, of 25 sovs., open to all horses. Welter weights for age. Gentlemen riders. Professional riders to carry 7lb. extra. Distance—One mile and a half. Entrance 20s. SELLING RACE, of 20 sovs, open to all horses. Winner to be sold for 25 sovs.; any surplus to go to the Race Fund. To be run off without dismounting. Distance—Once round the Course. Heats. Entrance 1 sov. INVERCARGILL HANDICAP, of 70 sovs., with sweepstake of 5 sovs. each added. The winner of the Town Plate to carry 6lbs. extra. Distance—Two miles. Entrance, 5 sovs.; half forfeit if declared after weights are published. CONSOLATION HANDICAP, of 25 sovs., for all beaten horses during the meeting. Distance—Once round the Course. Entrance 20s. HURRY SCURRY, of 10 sovs. Distance—Once round the Course. Catch weights. Entrance, 10s Post entry. [936, 953, 1108, 1254]
ad-date: MONDAY, 13TH JANUARY. [781, 340, 894, 351]
